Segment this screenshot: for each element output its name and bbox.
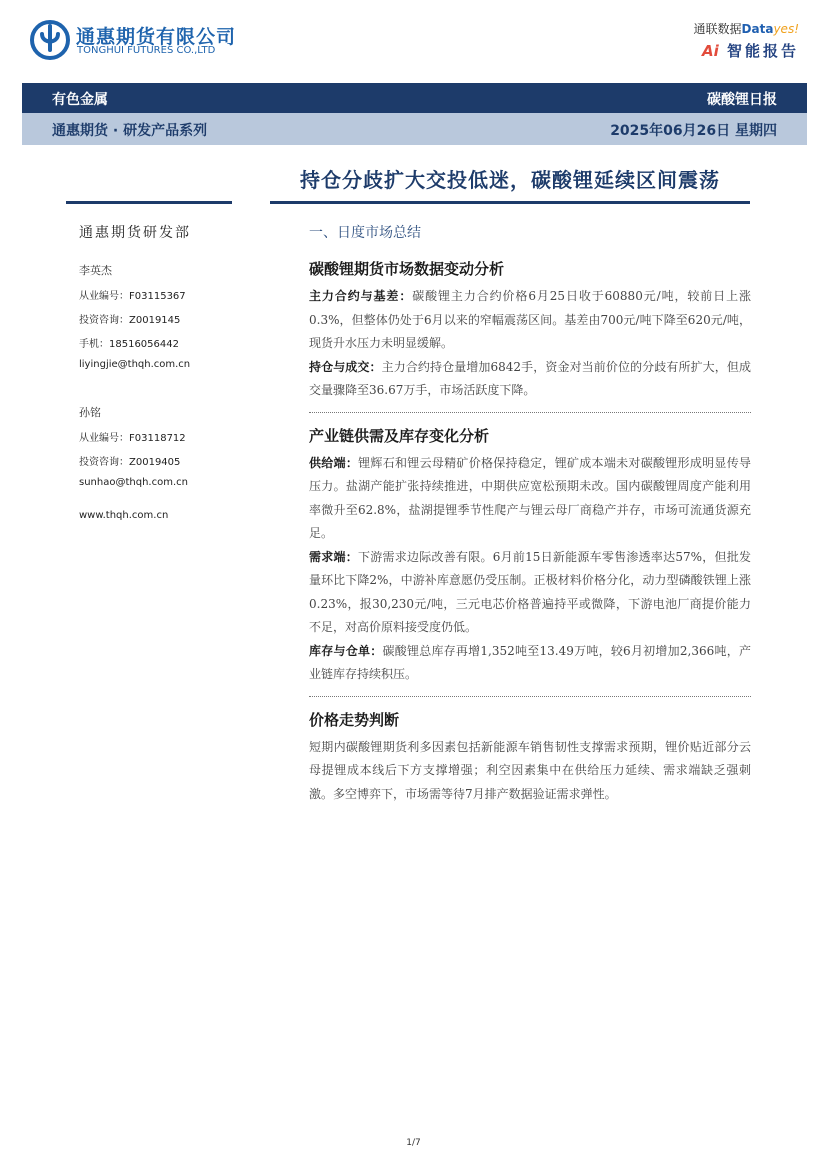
sector-label: 有色金属 [52,92,108,108]
report-type-label: 碳酸锂日报 [707,92,777,108]
sub-heading: 碳酸锂期货市场数据变动分析 [309,260,505,278]
section-heading: 一、日度市场总结 [309,225,421,241]
paragraph [309,452,751,546]
banner-top-bar [22,83,807,113]
ai-report-logo [702,40,799,61]
analyst-consult: 投资咨询：Z0019405 [79,457,181,468]
paragraph [309,640,751,687]
analyst-sidebar [79,222,259,521]
report-date: 2025年06月26日 星期四 [610,123,777,139]
analyst-phone: 手机：18516056442 [79,339,179,350]
title-rule-left [66,201,232,204]
analyst-license: 从业编号：F03115367 [79,291,186,302]
analyst-email[interactable]: liyingjie@thqh.com.cn [79,359,191,370]
paragraph [309,546,751,640]
analyst-name: 孙铭 [79,406,101,419]
paragraph-text: 短期内碳酸锂期货利多因素包括新能源车销售韧性支撑需求预期，锂价贴近部分云母提锂成本线后下方支撑增强；利空因素集中在供给压力延续、需求端缺乏强刺激。多空博弈下，市场需等待7月排产数据验证需求弹性。 [309,739,751,801]
analyst-email[interactable]: sunhao@thqh.com.cn [79,477,188,488]
datayes-logo [694,20,799,37]
paragraph-text: 碳酸锂总库存再增1,352吨至13.49万吨，较6月初增加2,366吨，产业链库存持续积压。 [309,643,751,681]
report-title: 持仓分歧扩大交投低迷，碳酸锂延续区间震荡 [300,168,720,192]
paragraph-text: 主力合约持仓量增加6842手，资金对当前价位的分歧有所扩大，但成交量骤降至36.67万手，市场活跃度下降。 [309,359,751,397]
paragraph-label: 库存与仓单： [309,643,383,658]
brand-yes: yes! [773,22,799,36]
analyst-name: 李英杰 [79,264,112,277]
price-outlook-block [309,709,751,807]
paragraph-label: 需求端： [309,549,358,564]
paragraph [309,285,751,356]
company-name-cn: 通惠期货有限公司 [76,26,237,48]
section-divider [309,696,751,697]
series-label: 通惠期货 · 研发产品系列 [52,123,208,139]
section-divider [309,412,751,413]
paragraph-text: 锂辉石和锂云母精矿价格保持稳定，锂矿成本端未对碳酸锂形成明显传导压力。盐湖产能扩张持续推进，中期供应宽松预期未改。国内碳酸锂周度产能利用率微升至62.8%，盐湖提锂季节性爬产与锂云母厂商稳产并存，市场可流通货源充足。 [309,455,751,540]
company-logo-icon [30,20,70,60]
analyst-card [79,262,259,370]
company-name-en: TONGHUI FUTURES CO.,LTD [77,45,216,56]
report-banner [22,83,807,145]
report-body [309,222,751,806]
page-number: 1/7 [406,1138,421,1148]
brand-ai: Ai [701,42,719,60]
brand-data: Data [741,22,774,36]
paragraph-label: 供给端： [309,455,359,470]
brand-prefix: 通联数据 [693,22,742,36]
analyst-license: 从业编号：F03118712 [79,433,186,444]
analyst-card [79,404,259,488]
department-name: 通惠期货研发部 [79,225,191,241]
paragraph [309,736,751,807]
sub-heading: 产业链供需及库存变化分析 [309,426,490,445]
paragraph-label: 持仓与成交： [309,359,382,374]
analyst-consult: 投资咨询：Z0019145 [79,315,181,326]
paragraph-text: 碳酸锂主力合约价格6月25日收于60880元/吨，较前日上涨0.3%，但整体仍处于6月以来的窄幅震荡区间。基差由700元/吨下降至620元/吨，现货升水压力未明显缓解。 [309,289,751,350]
paragraph-text: 下游需求边际改善有限。6月前15日新能源车零售渗透率达57%，但批发量环比下降2%，中游补库意愿仍受压制。正极材料价格分化，动力型磷酸铁锂上涨0.23%，报30,230元/吨，三元电芯价格普遍持平或微降，下游电池厂商提价能力不足，对高价原料接受度仍低。 [309,549,751,634]
paragraph [309,356,751,403]
brand-report: 智能报告 [726,42,799,60]
title-rule-right [270,201,750,204]
paragraph-label: 主力合约与基差： [309,289,413,303]
supply-demand-block [309,425,751,687]
company-website-link[interactable]: www.thqh.com.cn [79,510,169,521]
sub-heading: 价格走势判断 [309,710,400,729]
market-data-block [309,258,751,403]
